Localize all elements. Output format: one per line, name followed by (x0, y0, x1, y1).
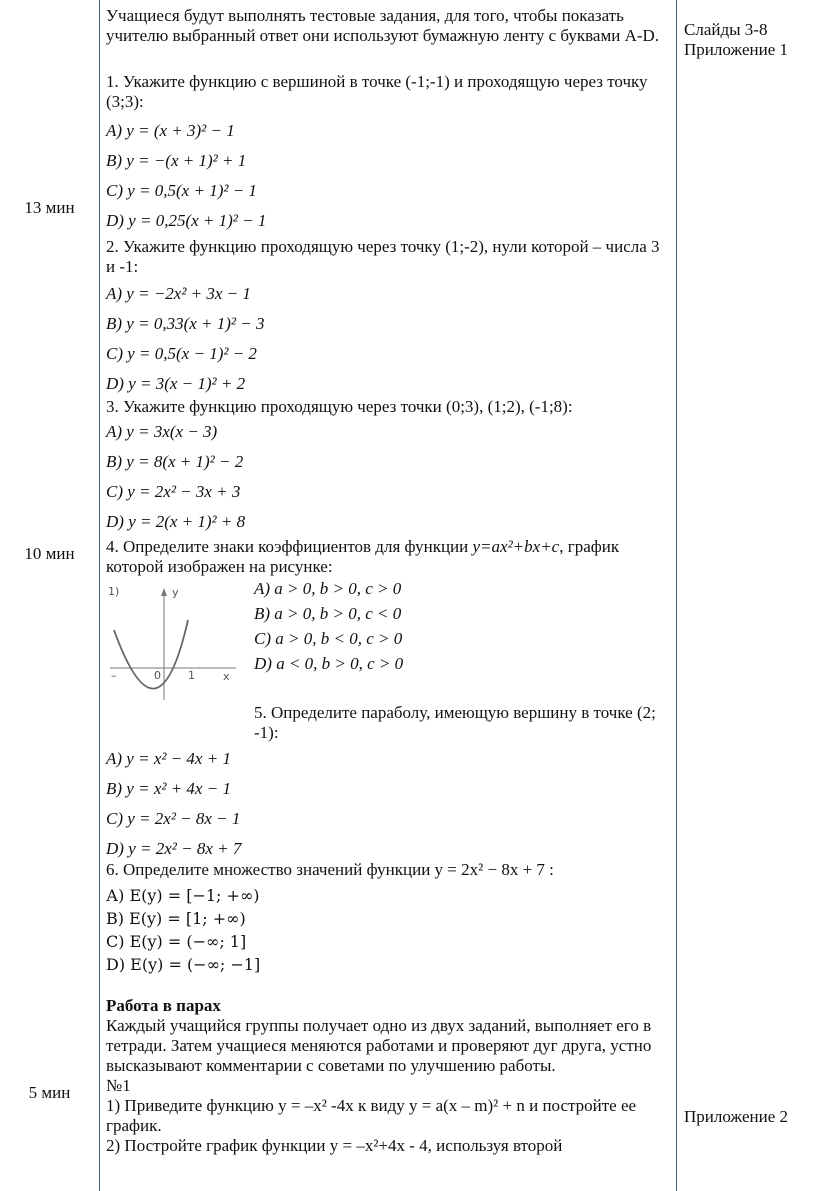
q1-option-b: В) y = −(x + 1)² + 1 (106, 151, 247, 170)
intro-text: Учащиеся будут выполнять тестовые задания, для того, чтобы показать учителю выбранный ответ они используют бумажную ленту с буквами A-D. (106, 6, 660, 45)
q2-option-b: В) y = 0,33(x + 1)² − 3 (106, 314, 265, 333)
q5-option-d: D) y = 2x² − 8x + 7 (106, 839, 242, 858)
question-4-formula: y=ax²+bx+c (472, 537, 560, 556)
pairs-number: №1 (106, 1076, 131, 1095)
tick-minus: – (111, 669, 117, 682)
q1-option-a: А) y = (x + 3)² − 1 (106, 121, 235, 140)
column-divider (676, 0, 677, 1191)
q5-option-c: С) y = 2x² − 8x − 1 (106, 809, 241, 828)
resource-appendix-2: Приложение 2 (684, 1107, 788, 1126)
question-4 (106, 537, 671, 577)
question-2-text: 2. Укажите функцию проходящую через точку (1;-2), нули которой – числа 3 и -1: (106, 237, 660, 276)
question-2 (106, 237, 671, 399)
question-6-text: 6. Определите множество значений функции y = 2x² − 8x + 7 : (106, 860, 554, 879)
tick-0: 0 (154, 669, 161, 682)
q4-option-d: D) a < 0, b > 0, c > 0 (254, 654, 404, 673)
q6-option-c: С) E(y) = (−∞; 1] (106, 932, 247, 951)
question-4-text-a: 4. Определите знаки коэффициентов для функции (106, 537, 473, 556)
q2-option-c: С) y = 0,5(x − 1)² − 2 (106, 344, 257, 363)
resource-appendix-1: Приложение 1 (684, 40, 788, 59)
pairs-task-2: 2) Постройте график функции y = –x²+4x - 4, используя второй (106, 1136, 563, 1155)
q5-option-b: В) y = x² + 4x − 1 (106, 779, 231, 798)
resource-slides (684, 20, 814, 60)
q6-option-b: В) E(y) = [1; +∞) (106, 909, 246, 928)
q2-option-d: D) y = 3(x − 1)² + 2 (106, 374, 246, 393)
pairs-title: Работа в парах (106, 996, 221, 1015)
y-axis-arrow-icon (161, 588, 167, 596)
q6-option-a: А) E(y) = [−1; +∞) (106, 886, 260, 905)
y-axis-label: y (172, 586, 179, 599)
graph-label: 1) (108, 585, 120, 598)
question-5-options (106, 744, 671, 864)
pairs-task-1: 1) Приведите функцию y = –x² -4x к виду y = a(x – m)² + n и постройте ее график. (106, 1096, 637, 1135)
question-6 (106, 860, 671, 978)
q3-option-b: В) y = 8(x + 1)² − 2 (106, 452, 244, 471)
question-1 (106, 72, 671, 236)
q6-option-d: D) E(y) = (−∞; −1] (106, 955, 261, 974)
time-13-min: 13 мин (24, 198, 75, 217)
q4-option-a: А) a > 0, b > 0, c > 0 (254, 579, 402, 598)
column-divider (99, 0, 100, 1191)
q1-option-c: С) y = 0,5(x + 1)² − 1 (106, 181, 257, 200)
q5-option-a: А) y = x² − 4x + 1 (106, 749, 231, 768)
resource-slides-line: Слайды 3-8 (684, 20, 768, 39)
q3-option-d: D) y = 2(x + 1)² + 8 (106, 512, 246, 531)
tick-1: 1 (188, 669, 195, 682)
pairs-text: Каждый учащийся группы получает одно из двух заданий, выполняет его в тетради. Затем учащиеся меняются работами и проверяют дуг друга, устно высказывают комментарии с советами по улучшению работы. (106, 1016, 652, 1075)
q1-option-d: D) y = 0,25(x + 1)² − 1 (106, 211, 267, 230)
time-10-min: 10 мин (24, 544, 75, 563)
question-5-text: 5. Определите параболу, имеющую вершину в точке (2; -1): (254, 703, 656, 742)
question-3 (106, 397, 671, 537)
parabola-graph (106, 580, 242, 714)
question-4-text-b: , график которой изображен на рисунке: (106, 537, 620, 576)
question-1-text: 1. Укажите функцию с вершиной в точке (-1;-1) и проходящую через точку (3;3): (106, 72, 648, 111)
x-axis-label: x (223, 670, 230, 683)
q4-option-b: В) a > 0, b > 0, c < 0 (254, 604, 402, 623)
q3-option-c: С) y = 2x² − 3x + 3 (106, 482, 241, 501)
question-4-options (254, 576, 674, 676)
question-3-text: 3. Укажите функцию проходящую через точки (0;3), (1;2), (-1;8): (106, 397, 573, 416)
q3-option-a: А) y = 3x(x − 3) (106, 422, 218, 441)
pairs-work (106, 996, 671, 1156)
time-5-min: 5 мин (28, 1083, 71, 1102)
question-4-text (106, 537, 671, 577)
parabola-curve (114, 620, 188, 689)
q4-option-c: С) a > 0, b < 0, c > 0 (254, 629, 403, 648)
q2-option-a: А) y = −2x² + 3x − 1 (106, 284, 251, 303)
